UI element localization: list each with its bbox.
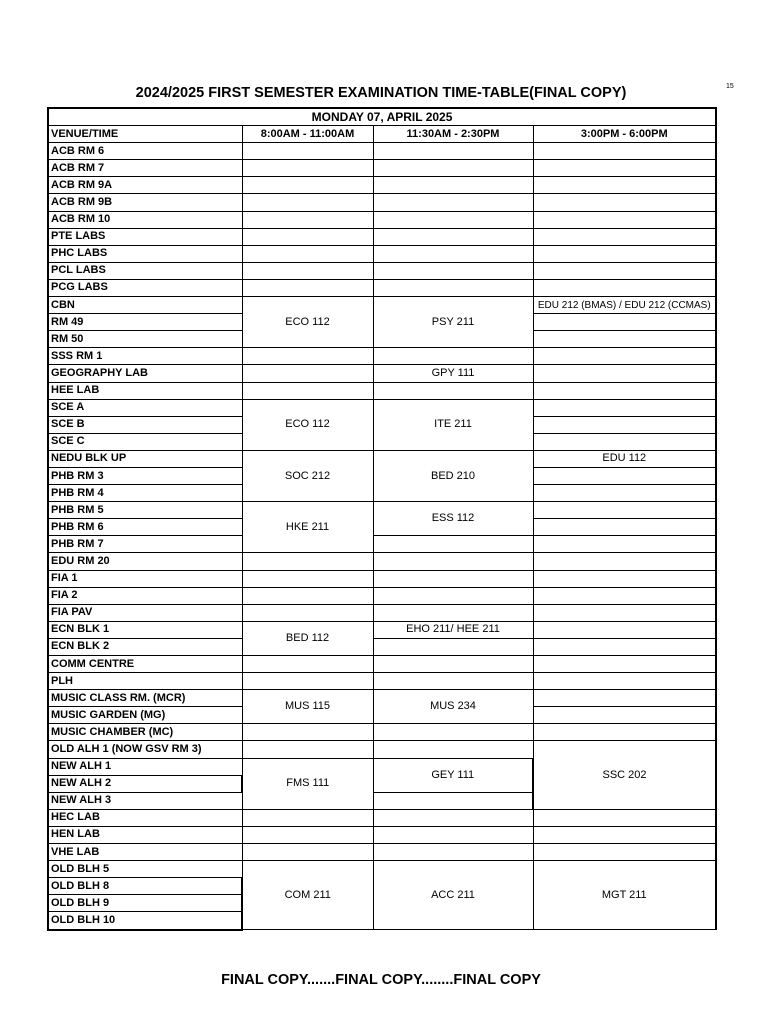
exam-cell: ECO 112 xyxy=(242,297,373,348)
exam-cell: GPY 111 xyxy=(373,365,533,382)
venue-cell: SSS RM 1 xyxy=(48,348,242,365)
table-row xyxy=(48,553,716,570)
header-row xyxy=(48,126,716,143)
venue-cell: COMM CENTRE xyxy=(48,656,242,673)
exam-cell: ECO 112 xyxy=(242,399,373,450)
timetable xyxy=(47,107,717,931)
table-row xyxy=(48,143,716,160)
venue-cell: HEN LAB xyxy=(48,826,242,843)
venue-cell: OLD BLH 10 xyxy=(48,912,242,930)
exam-cell: HKE 211 xyxy=(242,502,373,553)
venue-cell: OLD BLH 8 xyxy=(48,878,242,895)
exam-cell: ITE 211 xyxy=(373,399,533,450)
venue-cell: FIA 1 xyxy=(48,570,242,587)
venue-cell: SCE C xyxy=(48,433,242,450)
table-row xyxy=(48,570,716,587)
venue-cell: NEW ALH 3 xyxy=(48,792,242,809)
exam-cell: PSY 211 xyxy=(373,297,533,348)
table-row xyxy=(48,826,716,843)
venue-cell: EDU RM 20 xyxy=(48,553,242,570)
exam-cell: COM 211 xyxy=(242,861,373,930)
table-row xyxy=(48,297,716,314)
exam-cell: BED 210 xyxy=(373,450,533,501)
venue-cell: PHC LABS xyxy=(48,245,242,262)
venue-cell: ECN BLK 2 xyxy=(48,638,242,655)
footer-note: FINAL COPY.......FINAL COPY........FINAL COPY xyxy=(221,972,541,988)
venue-cell: CBN xyxy=(48,297,242,314)
table-row xyxy=(48,604,716,621)
venue-cell: ACB RM 10 xyxy=(48,211,242,228)
venue-cell: OLD BLH 9 xyxy=(48,895,242,912)
table-row xyxy=(48,536,716,553)
venue-cell: SCE A xyxy=(48,399,242,416)
venue-cell: FIA PAV xyxy=(48,604,242,621)
table-row xyxy=(48,245,716,262)
slot1-header: 8:00AM - 11:00AM xyxy=(242,126,373,143)
table-row xyxy=(48,211,716,228)
venue-cell: SCE B xyxy=(48,416,242,433)
exam-cell: EDU 112 xyxy=(533,450,716,467)
table-row xyxy=(48,861,716,878)
exam-cell: SOC 212 xyxy=(242,450,373,501)
table-row xyxy=(48,844,716,861)
table-row xyxy=(48,177,716,194)
exam-cell: EDU 212 (BMAS) / EDU 212 (CCMAS) xyxy=(533,297,716,314)
venue-cell: VHE LAB xyxy=(48,844,242,861)
venue-cell: PCL LABS xyxy=(48,262,242,279)
date-cell: MONDAY 07, APRIL 2025 xyxy=(48,108,716,126)
slot3-header: 3:00PM - 6:00PM xyxy=(533,126,716,143)
table-row xyxy=(48,673,716,690)
table-row xyxy=(48,690,716,707)
exam-cell: GEY 111 xyxy=(373,758,533,792)
table-row xyxy=(48,587,716,604)
venue-cell: PCG LABS xyxy=(48,279,242,296)
page-number: 15 xyxy=(726,83,734,90)
venue-cell: HEC LAB xyxy=(48,809,242,826)
venue-cell: NEW ALH 2 xyxy=(48,775,242,792)
table-row xyxy=(48,160,716,177)
table-row xyxy=(48,365,716,382)
table-row xyxy=(48,638,716,655)
venue-cell: NEW ALH 1 xyxy=(48,758,242,775)
page-title: 2024/2025 FIRST SEMESTER EXAMINATION TIME-TABLE(FINAL COPY) xyxy=(135,85,627,101)
venue-cell: PHB RM 4 xyxy=(48,485,242,502)
venue-cell: PHB RM 6 xyxy=(48,519,242,536)
table-row xyxy=(48,228,716,245)
table-row xyxy=(48,809,716,826)
table-row xyxy=(48,382,716,399)
exam-cell: SSC 202 xyxy=(533,741,716,809)
venue-cell: HEE LAB xyxy=(48,382,242,399)
table-row xyxy=(48,450,716,467)
venue-cell: ACB RM 9A xyxy=(48,177,242,194)
exam-cell: MGT 211 xyxy=(533,861,716,930)
table-row xyxy=(48,502,716,519)
exam-cell: ACC 211 xyxy=(373,861,533,930)
venue-cell: GEOGRAPHY LAB xyxy=(48,365,242,382)
slot2-header: 11:30AM - 2:30PM xyxy=(373,126,533,143)
table-row xyxy=(48,399,716,416)
venue-cell: FIA 2 xyxy=(48,587,242,604)
exam-cell: EHO 211/ HEE 211 xyxy=(373,621,533,638)
table-row xyxy=(48,656,716,673)
venue-cell: OLD ALH 1 (NOW GSV RM 3) xyxy=(48,741,242,758)
venue-time-header: VENUE/TIME xyxy=(48,126,242,143)
exam-cell: MUS 115 xyxy=(242,690,373,724)
exam-cell: FMS 111 xyxy=(242,758,373,809)
venue-cell: MUSIC GARDEN (MG) xyxy=(48,707,242,724)
venue-cell: ACB RM 6 xyxy=(48,143,242,160)
venue-cell: PTE LABS xyxy=(48,228,242,245)
table-row xyxy=(48,194,716,211)
exam-cell: ESS 112 xyxy=(373,502,533,536)
table-row xyxy=(48,741,716,758)
venue-cell: OLD BLH 5 xyxy=(48,861,242,878)
venue-cell: PLH xyxy=(48,673,242,690)
venue-cell: MUSIC CHAMBER (MC) xyxy=(48,724,242,741)
venue-cell: MUSIC CLASS RM. (MCR) xyxy=(48,690,242,707)
exam-cell: BED 112 xyxy=(242,621,373,655)
venue-cell: PHB RM 7 xyxy=(48,536,242,553)
table-row xyxy=(48,724,716,741)
table-row xyxy=(48,348,716,365)
exam-cell: MUS 234 xyxy=(373,690,533,724)
venue-cell: ECN BLK 1 xyxy=(48,621,242,638)
venue-cell: PHB RM 3 xyxy=(48,467,242,484)
venue-cell: RM 49 xyxy=(48,314,242,331)
venue-cell: ACB RM 9B xyxy=(48,194,242,211)
date-row xyxy=(48,108,716,126)
venue-cell: ACB RM 7 xyxy=(48,160,242,177)
venue-cell: NEDU BLK UP xyxy=(48,450,242,467)
venue-cell: RM 50 xyxy=(48,331,242,348)
table-row xyxy=(48,621,716,638)
table-row xyxy=(48,262,716,279)
venue-cell: PHB RM 5 xyxy=(48,502,242,519)
table-row xyxy=(48,279,716,296)
